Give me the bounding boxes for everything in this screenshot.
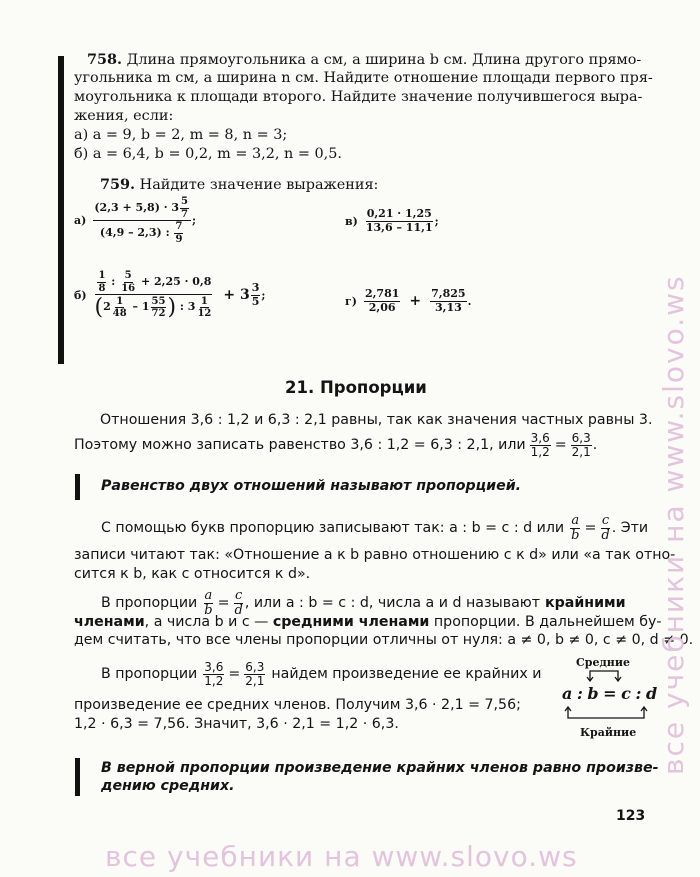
fraction-g2: $\frac{7,825}{3,13}$ [431, 287, 466, 314]
para4-line-2: произведение ее средних членов. Получим 3,6 · 2,1 = 7,56; [74, 697, 521, 713]
fraction-numerator: $\frac{1}{8}$ : $\frac{5}{16}$ + 2,25 · 0,8 [95, 270, 212, 295]
expression-b [74, 270, 265, 320]
proportion-diagram [560, 656, 657, 742]
fraction: $\frac{a}{b}$ [571, 513, 580, 543]
label-a: а) [74, 214, 87, 227]
fraction: $\frac{3,6}{1,2}$ [530, 431, 550, 459]
equals-sign: = [217, 595, 230, 612]
expression-a [74, 196, 196, 245]
fraction: $\frac{a}{b}$ [204, 588, 213, 618]
fraction-denominator: ( 2 $\frac{1}{48}$ – 1 $\frac{55}{72}$ ) : 3 $\frac{1}{12}$ [94, 295, 212, 320]
fraction-b [94, 270, 215, 320]
para2-line-2: записи читают так: «Отношение a к b равно отношению c к d» или «a так отно- [74, 547, 676, 563]
small-fraction: $\frac{1}{8}$ [98, 270, 106, 294]
rule-product-line-2: дению средних. [101, 778, 235, 794]
intro-text: Поэтому можно записать равенство 3,6 : 1,2 = 6,3 : 2,1, или [74, 437, 526, 454]
para-text: С помощью букв пропорцию записывают так: a : b = c : d или [101, 520, 565, 537]
diagram-bottom-label: Крайние [580, 726, 637, 739]
equals-sign: = [584, 520, 597, 537]
rule-bar [75, 758, 80, 796]
punct: . [592, 437, 598, 454]
term-bold: членами [74, 614, 145, 630]
problem-758 [87, 50, 647, 70]
para-text: найдем произведение ее крайних и [271, 666, 542, 683]
mixed-fraction: $\frac{5}{7}$ [181, 196, 189, 220]
problem-758-line-6: б) a = 6,4, b = 0,2, m = 3,2, n = 0,5. [74, 146, 342, 162]
term-bold: крайними [545, 595, 626, 612]
simple-fraction: $\frac{7}{9}$ [175, 221, 183, 245]
left-margin-bar [58, 56, 64, 364]
fraction-numerator: (2,3 + 5,8) · 3 $\frac{5}{7}$ [93, 196, 191, 221]
mixed-number: + 3 [223, 287, 250, 304]
problem-759 [100, 175, 378, 195]
problem-number: 758. [87, 51, 123, 68]
intro-line-2 [74, 432, 597, 458]
fraction: $\frac{c}{d}$ [234, 588, 243, 618]
diagram-top-label: Средние [576, 656, 630, 669]
para3-line-2 [74, 612, 662, 632]
para-text: пропорции. В дальнейшем бу- [433, 614, 662, 630]
term-bold: средними членами [272, 614, 430, 630]
para2-line-1 [101, 514, 648, 542]
diagram-bracket-top [560, 668, 652, 682]
expression-v [345, 208, 439, 234]
label-b: б) [74, 288, 87, 302]
problem-758-line-3: моугольника к площади второго. Найдите значение получившегося выра- [74, 89, 643, 105]
punct: . [467, 294, 472, 308]
para-text: , или a : b = c : d, числа a и d называют [244, 595, 540, 612]
problem-text: Найдите значение выражения: [139, 177, 379, 193]
problem-758-body [74, 69, 654, 164]
small-fraction: $\frac{1}{48}$ [112, 295, 127, 320]
para-text: . Эти [611, 520, 649, 537]
para-text: В пропорции [101, 666, 198, 683]
rule-bar [75, 474, 80, 500]
punct: ; [192, 214, 197, 227]
intro-line-1: Отношения 3,6 : 1,2 и 6,3 : 2,1 равны, так как значения частных равны 3. [100, 412, 653, 428]
problem-758-line-5: а) a = 9, b = 2, m = 8, n = 3; [74, 127, 288, 143]
problem-758-line-1 [87, 50, 647, 70]
fraction-v [365, 208, 434, 234]
label-g: г) [345, 294, 357, 308]
plus-sign: + [409, 293, 422, 310]
watermark-vertical: все учебники на www.slovo.ws [657, 274, 690, 775]
fraction-denominator: 13,6 – 11,1 [365, 220, 433, 234]
para4-line-3: 1,2 · 6,3 = 7,56. Значит, 3,6 · 2,1 = 1,2 · 6,3. [74, 716, 399, 732]
rule-product-line-1: В верной пропорции произведение крайних членов равно произве- [101, 760, 659, 776]
fraction: $\frac{6,3}{2,1}$ [245, 660, 265, 688]
punct: ; [434, 214, 439, 228]
para-text: , а числа b и c — [144, 614, 269, 630]
page-number: 123 [616, 808, 646, 824]
small-fraction: $\frac{1}{12}$ [197, 295, 212, 320]
problem-number: 759. [100, 176, 136, 193]
watermark-bottom: все учебники на www.slovo.ws [105, 840, 578, 873]
section-title: 21. Пропорции [285, 378, 427, 397]
problem-758-line-4: жения, если: [74, 108, 174, 124]
problem-text: Длина прямоугольника a см, а ширина b см. Длина другого прямо- [126, 52, 642, 68]
para3-line-3: дем считать, что все члены пропорции отличны от нуля: a ≠ 0, b ≠ 0, c ≠ 0, d ≠ 0. [74, 632, 694, 648]
equals-sign: = [228, 666, 241, 683]
para-text: В пропорции [101, 595, 198, 612]
label-v: в) [345, 214, 358, 228]
expression-g [345, 288, 471, 314]
small-fraction: $\frac{3}{5}$ [251, 281, 260, 308]
fraction-numerator: 0,21 · 1,25 [366, 207, 432, 220]
diagram-formula: a : b = c : d [562, 684, 657, 703]
fraction: $\frac{c}{d}$ [601, 513, 610, 543]
rule-definition: Равенство двух отношений называют пропорцией. [101, 478, 522, 494]
para2-line-3: сится к b, как c относится к d». [74, 566, 311, 582]
fraction-a [93, 196, 191, 245]
para4-line-1 [101, 661, 541, 687]
punct: ; [261, 288, 266, 302]
diagram-bracket-bottom [560, 706, 652, 722]
fraction: $\frac{6,3}{2,1}$ [571, 431, 591, 459]
equals-sign: = [554, 437, 567, 454]
fraction-g1: $\frac{2,781}{2,06}$ [364, 287, 400, 314]
small-fraction: $\frac{5}{16}$ [121, 270, 136, 294]
fraction: $\frac{3,6}{1,2}$ [204, 660, 224, 688]
problem-758-line-2: угольника m см, а ширина n см. Найдите отношение площади первого пря- [74, 70, 653, 86]
small-fraction: $\frac{55}{72}$ [151, 295, 166, 320]
fraction-denominator: (4,9 – 2,3) : $\frac{7}{9}$ [99, 221, 183, 245]
